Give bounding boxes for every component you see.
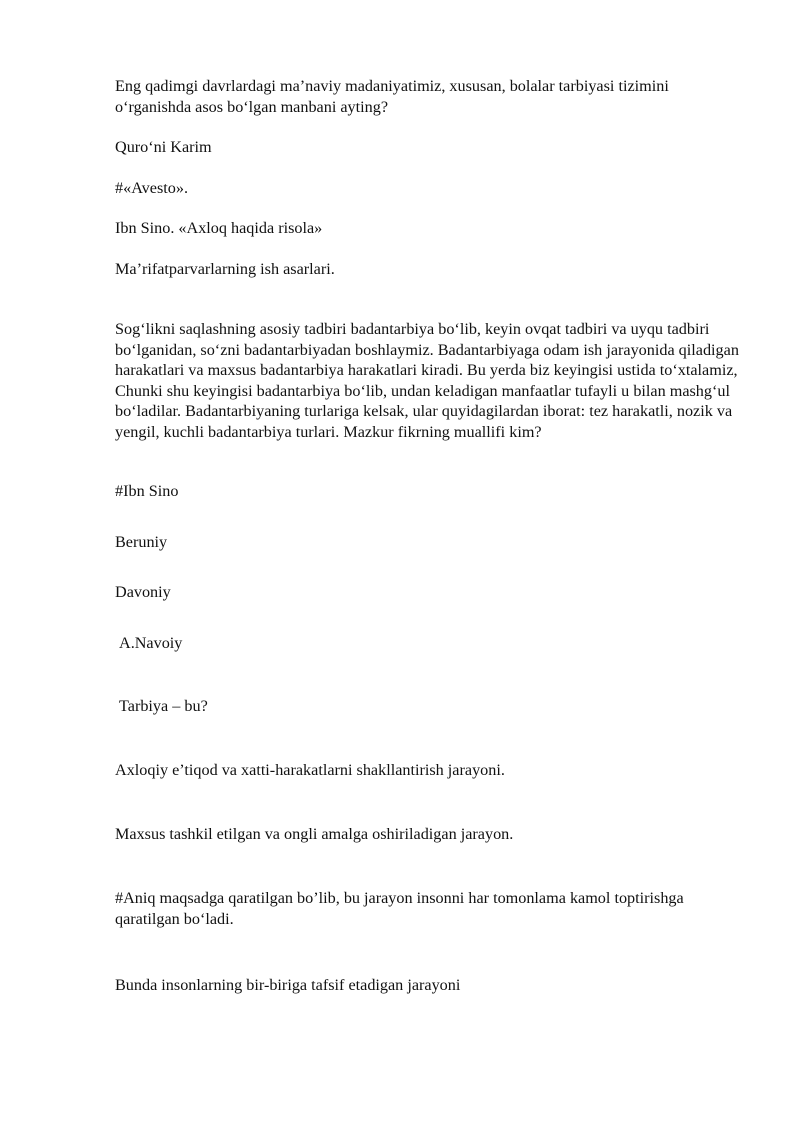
question-2-option-d: A.Navoiy xyxy=(119,634,183,652)
question-1-option-b: #«Avesto». xyxy=(115,179,188,197)
question-2-option-a: #Ibn Sino xyxy=(115,482,179,500)
question-1-option-d: Ma’rifatparvarlarning ish asarlari. xyxy=(115,260,335,278)
question-1-option-c: Ibn Sino. «Axloq haqida risola» xyxy=(115,219,323,237)
question-3-option-d: Bunda insonlarning bir-biriga tafsif etadigan jarayoni xyxy=(115,976,461,994)
question-1-text: Eng qadimgi davrlardagi ma’naviy madaniyatimiz, xususan, bolalar tarbiyasi tizimini o‘rganishda asos bo‘lgan manbani ayting? xyxy=(115,77,669,116)
question-2-option-b: Beruniy xyxy=(115,533,168,551)
question-3-option-a: Axloqiy e’tiqod va xatti-harakatlarni shakllantirish jarayoni. xyxy=(115,761,505,779)
question-2-text: Sog‘likni saqlashning asosiy tadbiri badantarbiya bo‘lib, keyin ovqat tadbiri va uyqu tadbiri bo‘lganidan, so‘zni badantarbiyadan boshlaymiz. Badantarbiyaga odam ish jarayonida qiladigan harakatlari va maxsus badantarbiya harakatlari kiradi. Bu yerda biz keyingisi ustida to‘xtalamiz, Chunki shu keyingisi badantarbiya bo‘lib, undan keladigan manfaatlar tufayli u bilan mashg‘ul bo‘ladilar. Badantarbiyaning turlariga kelsak, ular quyidagilardan iborat: tez harakatli, nozik va yengil, kuchli badantarbiya turlari. Mazkur fikrning muallifi kim? xyxy=(115,320,739,441)
question-3-option-b: Maxsus tashkil etilgan va ongli amalga oshiriladigan jarayon. xyxy=(115,825,514,843)
question-3-text: Tarbiya – bu? xyxy=(119,697,208,715)
question-1-option-a: Quro‘ni Karim xyxy=(115,138,212,156)
question-3-option-c: #Aniq maqsadga qaratilgan bo’lib, bu jarayon insonni har tomonlama kamol toptirishga qaratilgan bo‘ladi. xyxy=(115,889,684,928)
question-2-option-c: Davoniy xyxy=(115,583,171,601)
